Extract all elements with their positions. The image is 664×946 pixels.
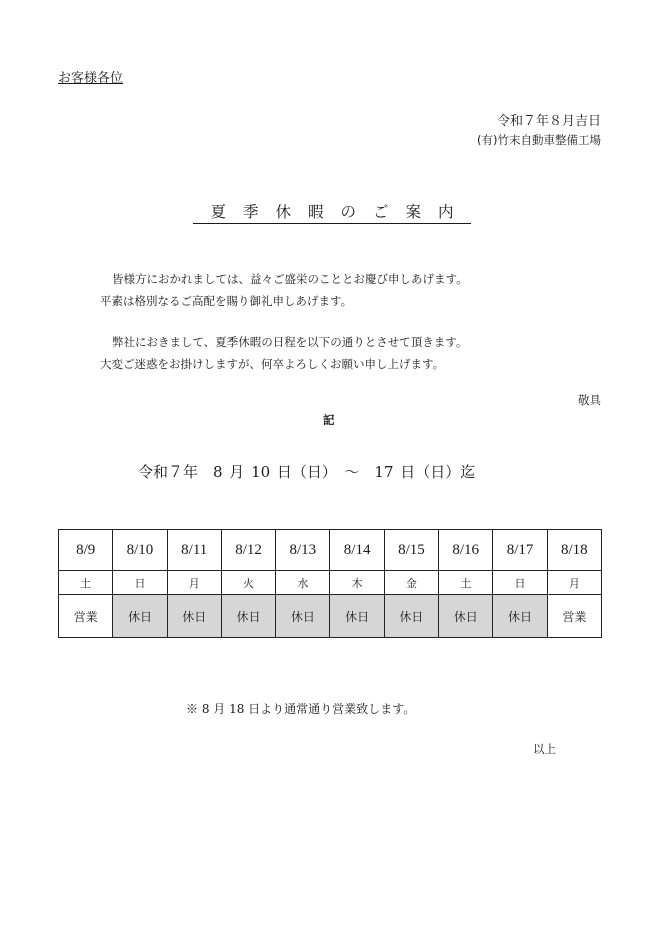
calendar-open-cell: 営業 bbox=[59, 595, 113, 638]
calendar-date-cell: 8/17 bbox=[493, 530, 547, 571]
calendar-holiday-cell: 休日 bbox=[113, 595, 167, 638]
notice-line-1: 弊社におきまして、夏季休暇の日程を以下の通りとさせて頂きます。 bbox=[112, 335, 468, 349]
calendar-weekday-row bbox=[59, 571, 602, 595]
calendar-weekday-cell: 月 bbox=[547, 571, 601, 595]
calendar-weekday-cell: 日 bbox=[493, 571, 547, 595]
calendar-holiday-cell: 休日 bbox=[493, 595, 547, 638]
calendar-date-cell: 8/18 bbox=[547, 530, 601, 571]
notice-line-2: 大変ご迷惑をお掛けしますが、何卒よろしくお願い申し上げます。 bbox=[100, 357, 445, 371]
greeting-paragraph bbox=[100, 268, 468, 312]
greeting-line-1: 皆様方におかれましては、益々ご盛栄のこととお慶び申しあげます。 bbox=[112, 272, 468, 286]
document-title: 夏季休暇のご案内 bbox=[193, 203, 470, 224]
calendar-weekday-cell: 金 bbox=[384, 571, 438, 595]
calendar-date-cell: 8/15 bbox=[384, 530, 438, 571]
calendar-holiday-cell: 休日 bbox=[167, 595, 221, 638]
calendar-weekday-cell: 木 bbox=[330, 571, 384, 595]
addressee: お客様各位 bbox=[58, 71, 124, 86]
calendar-date-cell: 8/13 bbox=[276, 530, 330, 571]
greeting-line-2: 平素は格別なるご高配を賜り御礼申しあげます。 bbox=[100, 294, 353, 308]
calendar-holiday-cell: 休日 bbox=[330, 595, 384, 638]
calendar-date-cell: 8/12 bbox=[221, 530, 275, 571]
calendar-date-cell: 8/10 bbox=[113, 530, 167, 571]
calendar-weekday-cell: 火 bbox=[221, 571, 275, 595]
calendar-date-cell: 8/11 bbox=[167, 530, 221, 571]
calendar-status-row bbox=[59, 595, 602, 638]
issue-date: 令和７年８月吉日 bbox=[496, 114, 601, 129]
document-title-wrapper bbox=[0, 200, 664, 222]
holiday-period: 令和７年 8 月 10 日（日） ～ 17 日（日）迄 bbox=[138, 463, 476, 481]
company-name: (有)竹末自動車整備工場 bbox=[477, 133, 601, 147]
calendar-holiday-cell: 休日 bbox=[439, 595, 493, 638]
closing-ijo: 以上 bbox=[533, 742, 556, 756]
closing-keigu: 敬具 bbox=[578, 393, 601, 407]
calendar-holiday-cell: 休日 bbox=[384, 595, 438, 638]
ki-heading: 記 bbox=[323, 413, 335, 427]
calendar-weekday-cell: 土 bbox=[439, 571, 493, 595]
holiday-calendar bbox=[58, 529, 602, 638]
resume-note: ※ 8 月 18 日より通常通り営業致します。 bbox=[186, 702, 416, 716]
calendar-date-cell: 8/14 bbox=[330, 530, 384, 571]
calendar-weekday-cell: 月 bbox=[167, 571, 221, 595]
calendar-holiday-cell: 休日 bbox=[221, 595, 275, 638]
notice-paragraph bbox=[100, 331, 467, 375]
calendar-date-cell: 8/9 bbox=[59, 530, 113, 571]
calendar-weekday-cell: 土 bbox=[59, 571, 113, 595]
calendar-weekday-cell: 日 bbox=[113, 571, 167, 595]
calendar-weekday-cell: 水 bbox=[276, 571, 330, 595]
calendar-open-cell: 営業 bbox=[547, 595, 601, 638]
calendar-holiday-cell: 休日 bbox=[276, 595, 330, 638]
calendar-date-row bbox=[59, 530, 602, 571]
calendar-date-cell: 8/16 bbox=[439, 530, 493, 571]
